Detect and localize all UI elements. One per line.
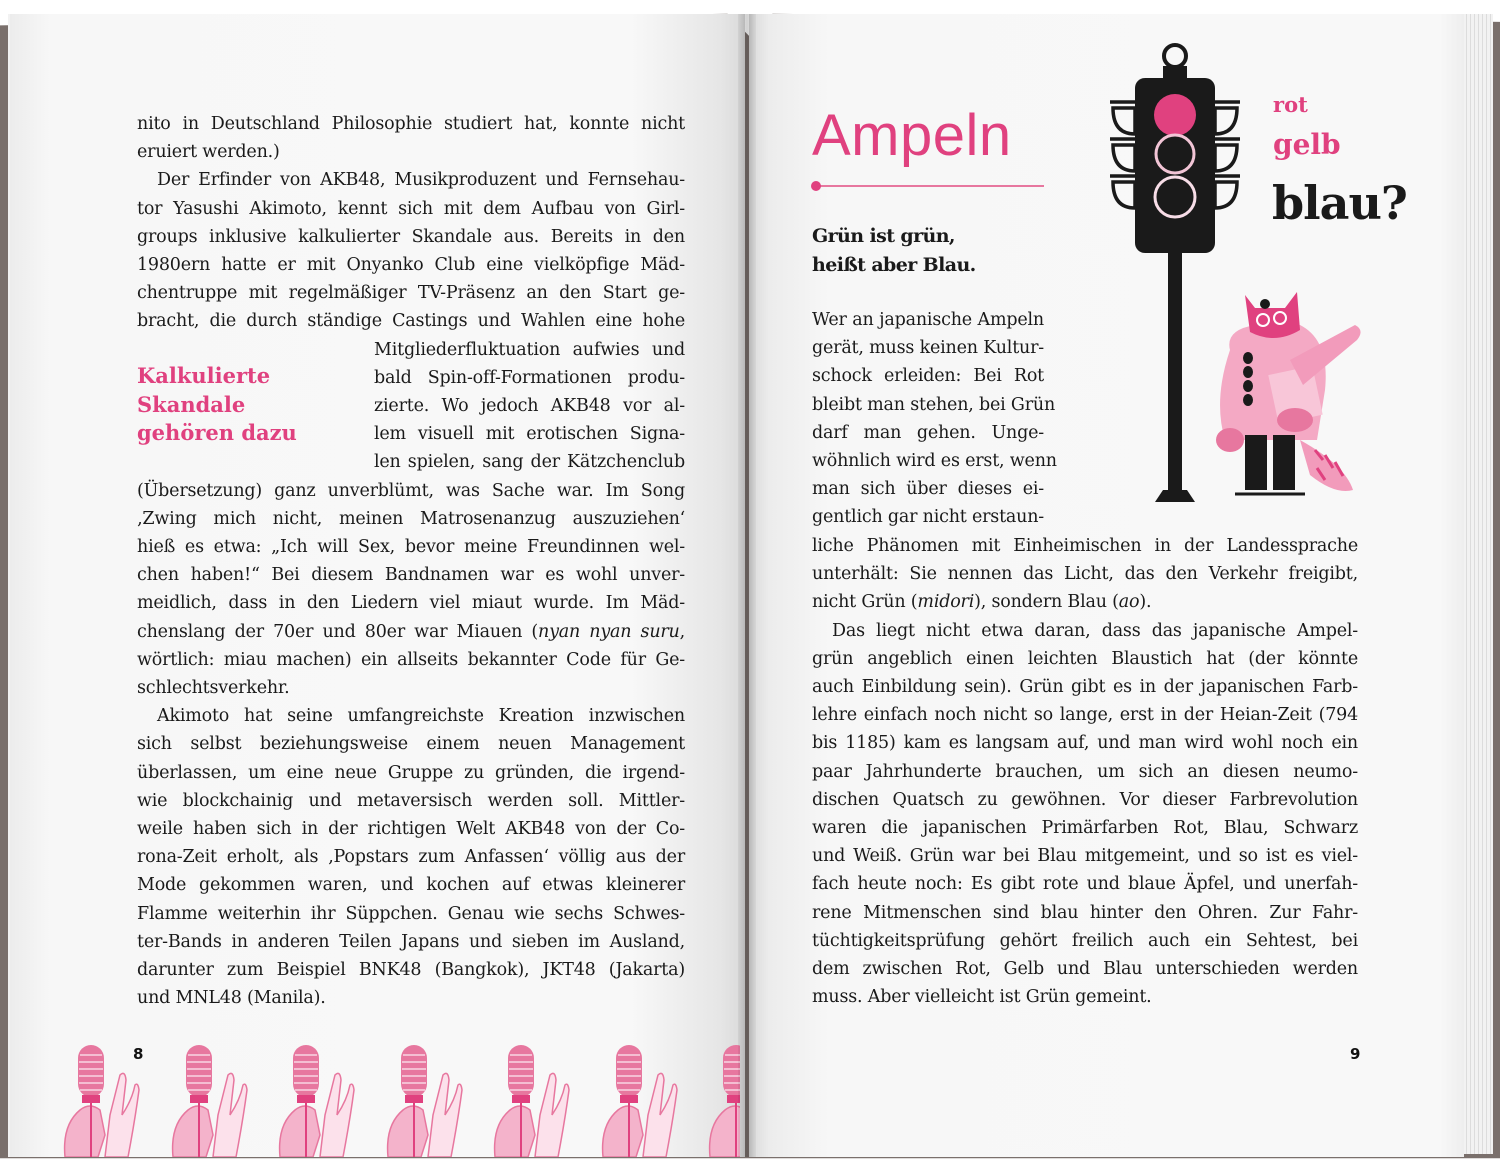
- text-line: wörtlich: miau machen) ein allseits bekannter Code für Ge-: [137, 649, 685, 670]
- text-line: dischen Quatsch zu gewöhnen. Vor dieser Farbrevolution: [812, 789, 1358, 810]
- text-line: und MNL48 (Manila).: [137, 988, 326, 1009]
- word-blau: blau?: [1272, 176, 1407, 230]
- subtitle: [812, 222, 976, 280]
- spine-shadow: [738, 14, 756, 1157]
- marginal-heading-line: Skandale: [137, 391, 246, 417]
- text-line: chentruppe mit regelmäßiger TV-Präsenz an den Start ge-: [137, 283, 685, 304]
- text-line: Akimoto hat seine umfangreichste Kreation inzwischen: [157, 706, 685, 727]
- text-line: (Übersetzung) ganz unverblümt, was Sache war. Im Song: [137, 480, 685, 501]
- text-line: gerät, muss keinen Kultur-: [812, 338, 1044, 359]
- italic-term: midori: [917, 592, 975, 613]
- text-line: lem visuell mit erotischen Signa-: [374, 424, 685, 445]
- text-line: unterhält: Sie nennen das Licht, das den Verkehr freigibt,: [812, 564, 1358, 585]
- text-line: darf man gehen. Unge-: [812, 422, 1044, 443]
- text-line: man sich über dieses ei-: [812, 479, 1044, 500]
- text-line: grün angeblich einen leichten Blaustich hat (der könnte: [812, 648, 1358, 669]
- text-line: groups inklusive kalkulierter Skandale aus. Bereits in den: [137, 226, 685, 247]
- text-line: nicht Grün (midori), sondern Blau (ao).: [812, 592, 1152, 613]
- marginal-heading: [137, 362, 357, 448]
- microphone-hands-icon: [383, 1040, 468, 1157]
- text-line: weile haben sich in der richtigen Welt AKB48 von der Co-: [137, 819, 685, 840]
- title-rule: [812, 185, 1044, 187]
- text-line: bald Spin-off-Formationen produ-: [374, 367, 685, 388]
- text-line: 1980ern hatte er mit Onyanko Club eine vielköpfige Mäd-: [137, 255, 685, 276]
- text-line: zierte. Wo jedoch AKB48 vor al-: [374, 396, 685, 417]
- text-line: Mitgliederfluktuation aufwies und: [374, 339, 685, 360]
- text-line: Wer an japanische Ampeln: [812, 310, 1044, 330]
- word-rot: rot: [1273, 92, 1308, 117]
- red-light: [1154, 94, 1196, 136]
- microphone-hands-icon: [490, 1040, 575, 1157]
- text-line: gentlich gar nicht erstaun-: [812, 507, 1045, 528]
- chapter-title: Ampeln: [812, 103, 1012, 168]
- right-body-text-narrow: [812, 306, 1057, 532]
- text-line: tor Yasushi Akimoto, kennt sich mit dem Aufbau von Girl-: [137, 198, 685, 219]
- text-line: ter-Bands in anderen Teilen Japans und sieben im Ausland,: [137, 931, 685, 952]
- text-line: tüchtigkeitsprüfung gehört freilich auch ein Sehtest, bei: [812, 930, 1358, 951]
- text-line: Der Erfinder von AKB48, Musikproduzent und Fernsehau-: [157, 170, 685, 191]
- text-line: hieß es etwa: „Ich will Sex, bevor meine Freundinnen wel-: [137, 537, 685, 558]
- page-number-right: 9: [1350, 1045, 1361, 1063]
- text-line: sich selbst beziehungsweise einem neuen Management: [137, 734, 685, 755]
- text-line: rene Mitmenschen sind blau hinter den Ohren. Zur Fahr-: [812, 902, 1358, 923]
- text-line: eruiert werden.): [137, 142, 280, 163]
- text-line: chen haben!“ Bei diesem Bandnamen war es wohl unver-: [137, 565, 685, 586]
- text-line: meidlich, dass in den Liedern viel miaut wurde. Im Mäd-: [137, 593, 685, 614]
- text-line: waren die japanischen Primärfarben Rot, Blau, Schwarz: [812, 818, 1358, 839]
- text-line: bis 1185) kam es langsam auf, und man wird wohl noch ein: [812, 733, 1358, 754]
- text-line: fach heute noch: Es gibt rote und blaue Äpfel, und unerfah-: [812, 874, 1358, 895]
- text-line: muss. Aber vielleicht ist Grün gemeint.: [812, 987, 1152, 1008]
- text-line: auch Einbildung sein). Grün gibt es in der japanischen Farb-: [812, 677, 1358, 698]
- text-line: wöhnlich wird es erst, wenn: [812, 451, 1057, 472]
- text-line: paar Jahrhunderte brauchen, um sich an diesen neumo-: [812, 761, 1358, 782]
- left-body-text: [137, 110, 685, 1013]
- text-line: darunter zum Beispiel BNK48 (Bangkok), JKT48 (Jakarta): [137, 960, 685, 981]
- italic-term: nyan nyan suru: [538, 621, 680, 642]
- text-line: schlechtsverkehr.: [137, 678, 290, 699]
- text-line: Flamme weiterhin ihr Süppchen. Genau wie sechs Schwes-: [137, 903, 685, 924]
- text-line: und Weiß. Grün war bei Blau mitgemeint, und so ist es viel-: [812, 846, 1358, 867]
- text-line: Das liegt nicht etwa daran, dass das japanische Ampel-: [832, 620, 1358, 641]
- right-body-text-wide: [812, 532, 1358, 1011]
- text-line: nito in Deutschland Philosophie studiert hat, konnte nicht: [137, 114, 685, 134]
- text-line: chenslang der 70er und 80er war Miauen (nyan nyan suru,: [137, 621, 685, 642]
- microphone-hands-icon: [598, 1040, 683, 1157]
- text-line: Mode gekommen waren, und kochen auf etwas kleinerer: [137, 875, 685, 896]
- microphone-illustration-row: [50, 1040, 740, 1157]
- marginal-heading-line: Kalkulierte: [137, 363, 271, 388]
- microphone-hands-icon: [275, 1040, 360, 1157]
- text-line: len spielen, sang der Kätzchenclub: [374, 452, 685, 473]
- text-line: überlassen, um eine neue Gruppe zu gründen, die irgend-: [137, 762, 685, 783]
- text-line: dem zwischen Rot, Gelb und Blau unterschieden werden: [812, 959, 1358, 980]
- text-line: lehre einfach noch nicht so lange, erst in der Heian-Zeit (794: [812, 705, 1358, 726]
- microphone-hands-icon: [168, 1040, 253, 1157]
- page-number-left: 8: [133, 1045, 144, 1063]
- text-line: bleibt man stehen, bei Grün: [812, 394, 1056, 415]
- text-line: bracht, die durch ständige Castings und Wahlen eine hohe: [137, 311, 685, 332]
- text-line: schock erleiden: Bei Rot: [812, 366, 1044, 387]
- text-line: liche Phänomen mit Einheimischen in der Landessprache: [812, 536, 1358, 556]
- text-line: ‚Zwing mich nicht, meinen Matrosenanzug auszuziehen‘: [137, 508, 685, 529]
- word-gelb: gelb: [1273, 128, 1341, 161]
- subtitle-line: Grün ist grün,: [812, 225, 955, 247]
- text-line: wie blockchainig und metaversisch werden soll. Mittler-: [137, 790, 685, 811]
- italic-term: ao: [1118, 592, 1140, 613]
- title-rule-dot: [811, 181, 821, 191]
- cat-with-baguette-illustration: [1205, 290, 1370, 500]
- subtitle-line: heißt aber Blau.: [812, 254, 976, 276]
- text-line: rona-Zeit erholt, als ‚Popstars zum Anfassen‘ völlig aus der: [137, 847, 685, 868]
- marginal-heading-line: gehören dazu: [137, 420, 297, 445]
- microphone-hands-icon: [705, 1040, 740, 1157]
